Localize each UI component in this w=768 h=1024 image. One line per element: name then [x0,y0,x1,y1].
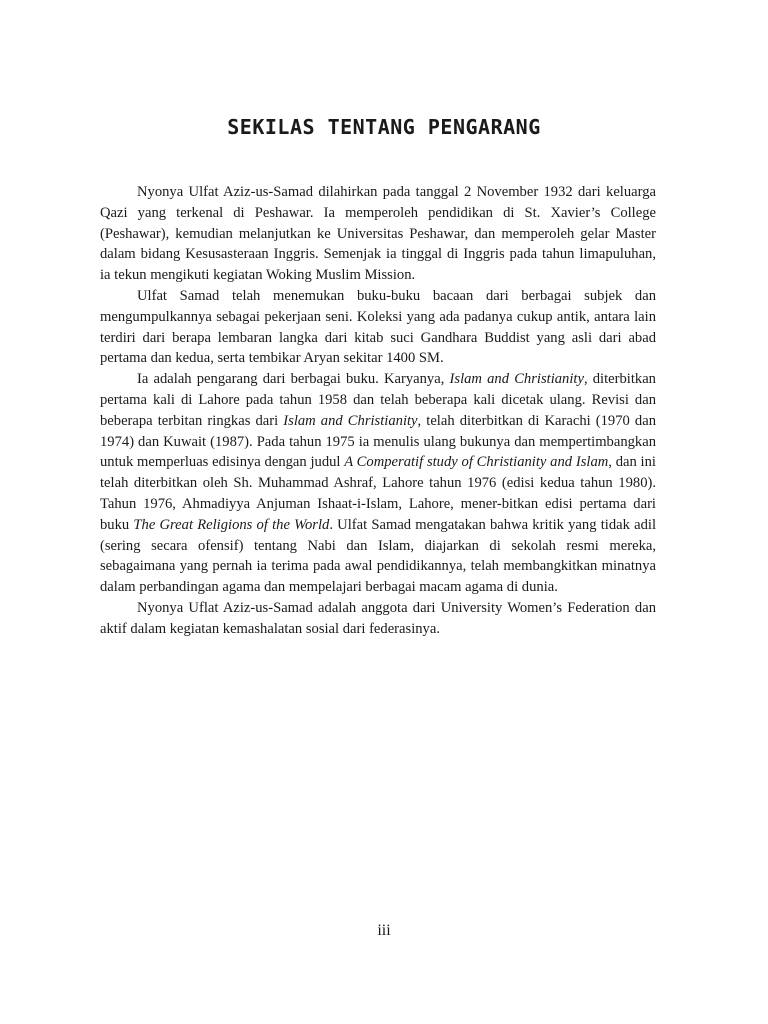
paragraph-2 [100,286,656,369]
book-title: The Great Religions of the World [133,516,330,533]
text-segment: Ulfat Samad telah menemukan buku-buku bacaan dari berbagai subjek dan mengumpulkannya sebagai pekerjaan seni. Koleksi yang ada padanya cukup antik, antara lain terdiri dari berapa lembaran langka dari kitab suci Gandhara Buddist yang asli dari abad pertama dan kedua, serta tembikar Aryan sekitar 1400 SM. [100,287,656,367]
paragraph-4 [100,598,656,640]
page-number: iii [377,922,391,939]
book-title: Islam and Christianity [283,412,418,429]
text-segment: Ia adalah pengarang dari berbagai buku. Karyanya, [137,371,450,388]
text-segment: , dan ini telah diterbitkan oleh Sh. Muhammad Ashraf, Lahore tahun 1976 (edisi kedua tahun 1980). Tahun 1976, Ahmadiyya Anjuman Ishaat-i-Islam, Lahore, mener-bitkan edisi pertama dari buku [100,454,656,533]
book-title: Islam and Christianity [449,371,584,388]
text-segment: Nyonya Uflat Aziz-us-Samad adalah anggota dari University Women’s Federation dan aktif dalam kegiatan kemashalatan sosial dari federasinya. [100,599,656,637]
body-text [100,182,656,640]
text-segment: . Ulfat Samad mengatakan bahwa kritik yang tidak adil (sering secara ofensif) tentang Nabi dan Islam, diajarkan di sekolah resmi mereka, sebagaimana yang pernah ia terima pada awal pendidikannya, telah membangkitkan minatnya dalam perbandingan agama dan mempelajari berbagai macam agama di dunia. [100,516,656,596]
text-segment: , diterbitkan pertama kali di Lahore pada tahun 1958 dan telah beberapa kali dicetak ulang. Revisi dan beberapa terbitan ringkas dari [100,371,656,429]
page-title: SEKILAS TENTANG PENGARANG [227,115,541,139]
paragraph-1 [100,182,656,286]
paragraph-3 [100,369,656,598]
book-title: A Comperatif study of Christianity and Islam [344,454,609,471]
text-segment: , telah diterbitkan di Karachi (1970 dan 1974) dan Kuwait (1987). Pada tahun 1975 ia menulis ulang bukunya dan mempertimbangkan untuk memperluas edisinya dengan judul [100,412,656,471]
text-segment: Nyonya Ulfat Aziz-us-Samad dilahirkan pada tanggal 2 November 1932 dari keluarga Qazi yang terkenal di Peshawar. Ia memperoleh pendidikan di St. Xavier’s College (Peshawar), kemudian melanjutkan ke Universitas Peshawar, dan memperoleh gelar Master dalam bidang Kesusasteraan Inggris. Semenjak ia tinggal di Inggris pada tahun limapuluhan, ia tekun mengikuti kegiatan Woking Muslim Mission. [100,184,656,284]
